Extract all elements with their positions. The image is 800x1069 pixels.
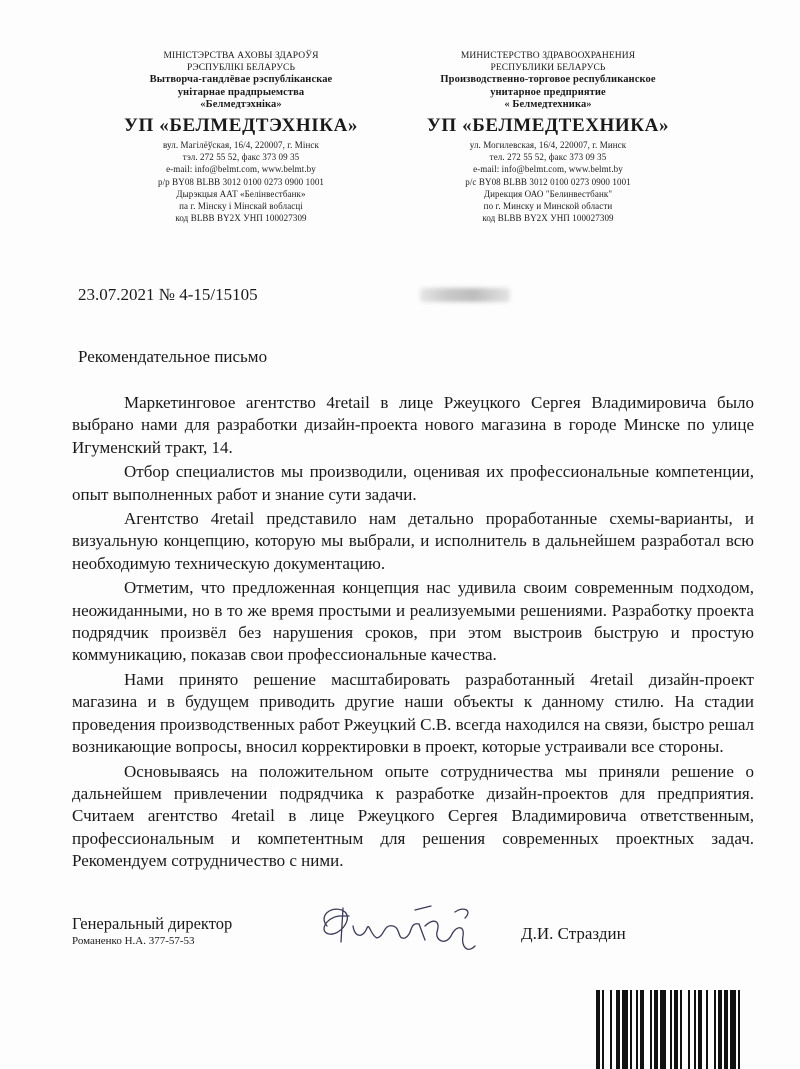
ministry-line-2: РЭСПУБЛІКІ БЕЛАРУСЬ — [186, 63, 296, 74]
bank-line-2: по г. Минску и Минской области — [483, 201, 613, 212]
ministry-line-1: МИНИСТЕРСТВО ЗДРАВООХРАНЕНИЯ — [460, 51, 636, 61]
bank-code: код BLBB BY2X УНП 100027309 — [482, 213, 614, 224]
org-line-2: унитарное предприятие — [490, 86, 606, 98]
org-short-name: УП «БЕЛМЕДТЕХНИКА» — [426, 115, 670, 137]
letterhead-belarusian — [82, 50, 400, 224]
org-line-1: Вытворча-гандлёвае рэспубліканскае — [149, 74, 333, 86]
org-email[interactable]: e-mail: info@belmt.com, www.belmt.by — [166, 164, 316, 175]
org-account: р/с BY08 BLBB 3012 0100 0273 0900 1001 — [465, 176, 631, 187]
signatory-name: Д.И. Страздин — [521, 924, 626, 943]
paragraph: Нами принято решение масштабировать разработанный 4retail дизайн-проект магазина и в будущем приводить другие наши объекты к данному стилю. На стадии проведения производственных работ Ржеуцкий С.В. всегда находился на связи, быстро решал возникающие вопросы, вносил корректировки в проект, которые устраивали все стороны. — [72, 669, 754, 757]
letterhead-russian — [398, 50, 698, 224]
ministry-line-2: РЕСПУБЛИКИ БЕЛАРУСЬ — [490, 63, 606, 74]
date-and-number: 23.07.2021 № 4-15/15105 — [78, 285, 258, 304]
barcode — [596, 990, 794, 1069]
bank-line-1: Дирекция ОАО "Белинвестбанк" — [483, 188, 613, 199]
org-address: ул. Могилевская, 16/4, 220007, г. Минск — [469, 140, 627, 151]
ministry-line-1: МІНІСТЭРСТВА АХОВЫ ЗДАРОЎЯ — [163, 51, 319, 61]
paragraph: Основываясь на положительном опыте сотрудничества мы приняли решение о дальнейшем привлечении подрядчика к разработке дизайн-проектов для предприятия. Считаем агентство 4retail в лице Ржеуцкого Сергея Владимировича ответственным, профессиональным и компетентным для решения современных проектных задач. Рекомендуем сотрудничество с ними. — [72, 761, 754, 871]
org-account: р/р BY08 BLBB 3012 0100 0273 0900 1001 — [157, 176, 325, 187]
org-short-name: УП «БЕЛМЕДТЭХНІКА» — [123, 115, 359, 137]
paragraph: Маркетинговое агентство 4retail в лице Ржеуцкого Сергея Владимировича было выбрано нами для разработки дизайн-проекта нового магазина в городе Минске по улице Игуменский тракт, 14. — [72, 393, 754, 457]
letter-subject: Рекомендательное письмо — [78, 347, 268, 366]
org-email[interactable]: e-mail: info@belmt.com, www.belmt.by — [473, 164, 623, 175]
bank-code: код BLBB BY2X УНП 100027309 — [175, 213, 307, 224]
letter-body — [72, 392, 754, 875]
paragraph: Отметим, что предложенная концепция нас удивила своим современным подходом, неожиданными, но в то же время простыми и реализуемыми решениями. Разработку проекта подрядчик произвёл без нарушения сроков, при этом выстроив быструю и простую коммуникацию, показав свои профессиональные качества. — [72, 578, 754, 665]
bank-line-2: па г. Мінску і Мінскай вобласці — [179, 201, 303, 212]
org-phone: тел. 272 55 52, факс 373 09 35 — [489, 152, 607, 163]
org-line-1: Производственно-торговое республиканское — [440, 74, 656, 86]
org-line-3: «Белмедтэхніка» — [200, 98, 282, 110]
org-line-3: « Белмедтехника» — [504, 98, 592, 110]
handwritten-signature — [305, 896, 505, 966]
org-line-2: унітарнае прадпрыемства — [177, 86, 305, 98]
org-phone: тэл. 272 55 52, факс 373 09 35 — [182, 152, 300, 163]
executor-contact: Романенко Н.А. 377-57-53 — [72, 935, 195, 947]
org-address: вул. Магілёўская, 16/4, 220007, г. Мінск — [163, 140, 319, 151]
signatory-role: Генеральный директор — [72, 914, 233, 933]
paragraph: Отбор специалистов мы производили, оценивая их профессиональные компетенции, опыт выполненных работ и знание сути задачи. — [72, 462, 754, 504]
redacted-recipient — [420, 288, 510, 302]
bank-line-1: Дырэкцыя ААТ «Белінвестбанк» — [176, 188, 306, 199]
paragraph: Агентство 4retail представило нам детально проработанные схемы-варианты, и визуальную концепцию, которую мы выбрали, и исполнитель в дальнейшем разработал всю необходимую техническую документацию. — [72, 509, 754, 573]
